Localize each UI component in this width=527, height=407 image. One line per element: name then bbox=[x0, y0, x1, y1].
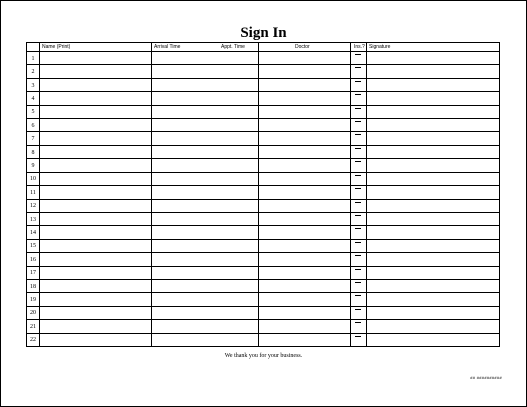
column-header-appt-time: Appt. Time bbox=[221, 44, 245, 50]
column-divider bbox=[350, 43, 351, 346]
insurance-checkbox[interactable] bbox=[355, 121, 361, 122]
insurance-checkbox[interactable] bbox=[355, 322, 361, 323]
insurance-checkbox[interactable] bbox=[355, 242, 361, 243]
row-number: 19 bbox=[30, 297, 36, 303]
row-divider bbox=[27, 266, 499, 267]
row-number: 18 bbox=[30, 284, 36, 290]
row-number: 22 bbox=[30, 337, 36, 343]
row-number: 10 bbox=[30, 176, 36, 182]
column-header-doctor: Doctor bbox=[295, 44, 310, 50]
column-divider bbox=[39, 43, 40, 346]
row-number: 7 bbox=[31, 136, 35, 142]
insurance-checkbox[interactable] bbox=[355, 295, 361, 296]
insurance-checkbox[interactable] bbox=[355, 309, 361, 310]
header-divider bbox=[27, 51, 499, 52]
insurance-checkbox[interactable] bbox=[355, 215, 361, 216]
row-divider bbox=[27, 292, 499, 293]
row-divider bbox=[27, 319, 499, 320]
insurance-checkbox[interactable] bbox=[355, 228, 361, 229]
form-title: Sign In bbox=[240, 25, 287, 41]
row-number: 2 bbox=[31, 69, 35, 75]
row-number: 12 bbox=[30, 203, 36, 209]
insurance-checkbox[interactable] bbox=[355, 94, 361, 95]
column-divider bbox=[366, 43, 367, 346]
row-number: 16 bbox=[30, 257, 36, 263]
column-header-insurance: Ins.? bbox=[354, 44, 365, 50]
insurance-checkbox[interactable] bbox=[355, 108, 361, 109]
form-code: ## ########## bbox=[470, 375, 502, 380]
row-divider bbox=[27, 279, 499, 280]
row-divider bbox=[27, 185, 499, 186]
insurance-checkbox[interactable] bbox=[355, 202, 361, 203]
row-number: 9 bbox=[31, 163, 35, 169]
row-divider bbox=[27, 91, 499, 92]
insurance-checkbox[interactable] bbox=[355, 255, 361, 256]
column-header-name: Name (Print) bbox=[42, 44, 71, 50]
insurance-checkbox[interactable] bbox=[355, 148, 361, 149]
insurance-checkbox[interactable] bbox=[355, 54, 361, 55]
insurance-checkbox[interactable] bbox=[355, 282, 361, 283]
row-number: 6 bbox=[31, 123, 35, 129]
sign-in-table bbox=[26, 42, 500, 347]
row-number: 13 bbox=[30, 217, 36, 223]
row-number: 15 bbox=[30, 243, 36, 249]
row-divider bbox=[27, 333, 499, 334]
insurance-checkbox[interactable] bbox=[355, 81, 361, 82]
row-number: 3 bbox=[31, 83, 35, 89]
row-number: 5 bbox=[31, 109, 35, 115]
row-divider bbox=[27, 212, 499, 213]
row-number: 8 bbox=[31, 150, 35, 156]
row-number: 11 bbox=[30, 190, 36, 196]
insurance-checkbox[interactable] bbox=[355, 67, 361, 68]
row-number: 21 bbox=[30, 324, 36, 330]
insurance-checkbox[interactable] bbox=[355, 175, 361, 176]
column-divider bbox=[258, 43, 259, 346]
row-number: 20 bbox=[30, 310, 36, 316]
row-divider bbox=[27, 78, 499, 79]
row-divider bbox=[27, 64, 499, 65]
row-divider bbox=[27, 225, 499, 226]
row-divider bbox=[27, 158, 499, 159]
row-number: 4 bbox=[31, 96, 35, 102]
row-divider bbox=[27, 131, 499, 132]
row-divider bbox=[27, 118, 499, 119]
row-number: 14 bbox=[30, 230, 36, 236]
footer-thanks: We thank you for your business. bbox=[224, 353, 303, 359]
column-divider bbox=[151, 43, 152, 346]
insurance-checkbox[interactable] bbox=[355, 161, 361, 162]
row-divider bbox=[27, 145, 499, 146]
insurance-checkbox[interactable] bbox=[355, 134, 361, 135]
insurance-checkbox[interactable] bbox=[355, 336, 361, 337]
row-divider bbox=[27, 306, 499, 307]
row-divider bbox=[27, 172, 499, 173]
row-divider bbox=[27, 199, 499, 200]
column-header-arrival-time: Arrival Time bbox=[154, 44, 181, 50]
row-divider bbox=[27, 239, 499, 240]
insurance-checkbox[interactable] bbox=[355, 269, 361, 270]
row-number: 1 bbox=[31, 56, 35, 62]
column-header-signature: Signature bbox=[369, 44, 391, 50]
row-divider bbox=[27, 105, 499, 106]
insurance-checkbox[interactable] bbox=[355, 188, 361, 189]
row-number: 17 bbox=[30, 270, 36, 276]
row-divider bbox=[27, 252, 499, 253]
